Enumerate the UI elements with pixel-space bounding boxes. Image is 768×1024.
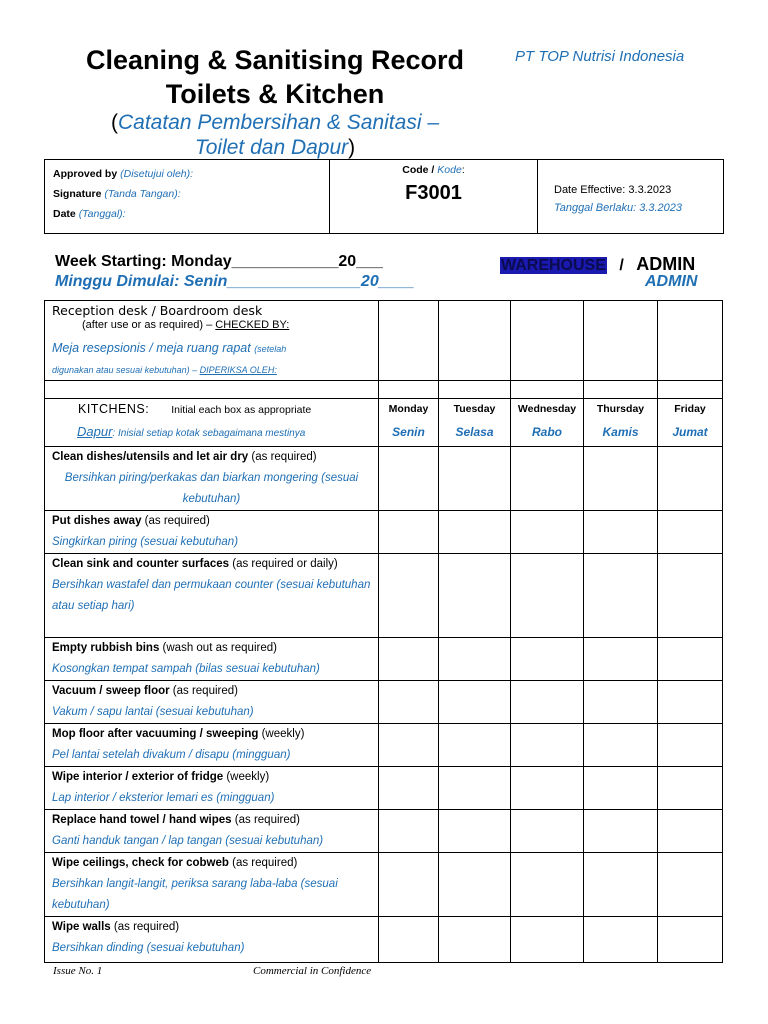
task-id: Ganti handuk tangan / lap tangan (sesuai kebutuhan) [52, 835, 324, 847]
table-row [45, 681, 723, 724]
check-cell[interactable] [379, 810, 439, 853]
check-cell[interactable] [584, 853, 658, 917]
kitchens-header-cell [45, 399, 379, 447]
table-row [45, 511, 723, 554]
check-cell[interactable] [439, 810, 511, 853]
subtitle-line1: Catatan Pembersihan & Sanitasi – [117, 111, 440, 134]
tanggal-berlaku: Tanggal Berlaku: 3.3.2023 [554, 202, 683, 214]
task-cell [45, 511, 379, 554]
check-cell[interactable] [658, 810, 723, 853]
code-label: Code / Kode: [402, 164, 465, 176]
reception-thursday-cell[interactable] [584, 301, 658, 381]
check-cell[interactable] [439, 681, 511, 724]
reception-id: Meja resepsionis / meja ruang rapat (setelah [52, 341, 287, 355]
check-cell[interactable] [658, 767, 723, 810]
check-cell[interactable] [379, 511, 439, 554]
warehouse-highlight: WAREHOUSE [501, 257, 606, 274]
check-cell[interactable] [584, 447, 658, 511]
spacer-cell [511, 381, 584, 399]
task-cell [45, 447, 379, 511]
day-header-monday: Monday Senin [379, 399, 439, 447]
check-cell[interactable] [511, 554, 584, 638]
task-en: Clean sink and counter surfaces (as required or daily) [52, 558, 338, 570]
check-cell[interactable] [658, 638, 723, 681]
reception-monday-cell[interactable] [379, 301, 439, 381]
check-cell[interactable] [658, 554, 723, 638]
check-cell[interactable] [511, 447, 584, 511]
admin-label-id: ADMIN [645, 273, 698, 290]
reception-id-note: digunakan atau sesuai kebutuhan) – DIPERIKSA OLEH: [52, 365, 277, 375]
table-row [45, 853, 723, 917]
task-en: Replace hand towel / hand wipes (as required) [52, 814, 300, 826]
date-field[interactable]: Date (Tanggal): [53, 208, 126, 220]
check-cell[interactable] [379, 724, 439, 767]
check-cell[interactable] [658, 447, 723, 511]
task-en: Clean dishes/utensils and let air dry (as required) [52, 451, 317, 463]
check-cell[interactable] [658, 853, 723, 917]
code-cell [330, 160, 538, 233]
task-id: Pel lantai setelah divakum / disapu (mingguan) [52, 749, 291, 761]
check-cell[interactable] [511, 681, 584, 724]
task-id: Bersihkan piring/perkakas dan biarkan mongering (sesuai kebutuhan) [64, 472, 359, 505]
task-id: Bersihkan wastafel dan permukaan counter (sesuai kebutuhan atau setiap hari) [52, 579, 371, 612]
check-cell[interactable] [511, 810, 584, 853]
table-row [45, 917, 723, 963]
signature-field[interactable]: Signature (Tanda Tangan): [53, 188, 181, 200]
check-cell[interactable] [584, 724, 658, 767]
reception-tuesday-cell[interactable] [439, 301, 511, 381]
task-id: Kosongkan tempat sampah (bilas sesuai kebutuhan) [52, 663, 320, 675]
task-cell [45, 724, 379, 767]
spacer-cell [658, 381, 723, 399]
task-id: Vakum / sapu lantai (sesuai kebutuhan) [52, 706, 254, 718]
approved-by: Approved by (Disetujui oleh): [53, 168, 194, 180]
check-cell[interactable] [439, 724, 511, 767]
task-en: Wipe walls (as required) [52, 921, 180, 933]
day-header-tuesday: Tuesday Selasa [439, 399, 511, 447]
task-cell [45, 917, 379, 963]
reception-row [45, 301, 723, 381]
check-cell[interactable] [584, 554, 658, 638]
minggu-dimulai[interactable]: Minggu Dimulai: Senin_______________20____ [55, 273, 415, 290]
check-cell[interactable] [379, 447, 439, 511]
approval-cell [45, 160, 330, 233]
task-en: Put dishes away (as required) [52, 515, 210, 527]
table-row [45, 638, 723, 681]
location-selector [500, 254, 695, 275]
task-cell [45, 810, 379, 853]
spacer-cell [45, 381, 379, 399]
check-cell[interactable] [379, 767, 439, 810]
check-cell[interactable] [511, 511, 584, 554]
issue-number: Issue No. 1 [53, 965, 103, 977]
date-effective-cell [538, 160, 723, 233]
kitchens-id: Dapur: Inisial setiap kotak sebagaimana mestinya [77, 424, 306, 439]
task-en: Wipe interior / exterior of fridge (weekly) [52, 771, 270, 783]
check-cell[interactable] [584, 681, 658, 724]
spacer-cell [379, 381, 439, 399]
check-cell[interactable] [511, 917, 584, 963]
check-cell[interactable] [584, 767, 658, 810]
date-effective: Date Effective: 3.3.2023 [554, 184, 672, 196]
check-cell[interactable] [584, 917, 658, 963]
table-row [45, 447, 723, 511]
spacer-row [45, 381, 723, 399]
subtitle-close-paren: ) [348, 136, 356, 159]
day-header-friday: Friday Jumat [658, 399, 723, 447]
spacer-cell [584, 381, 658, 399]
table-row [45, 724, 723, 767]
location-slash: / [619, 257, 624, 274]
check-cell[interactable] [439, 917, 511, 963]
check-cell[interactable] [379, 681, 439, 724]
info-box [44, 159, 724, 234]
task-en: Empty rubbish bins (wash out as required) [52, 642, 277, 654]
check-cell[interactable] [584, 638, 658, 681]
task-cell [45, 853, 379, 917]
check-cell[interactable] [439, 554, 511, 638]
check-cell[interactable] [658, 511, 723, 554]
confidentiality-note: Commercial in Confidence [253, 965, 372, 977]
reception-title: Reception desk / Boardroom desk [52, 303, 263, 318]
reception-note: (after use or as required) – CHECKED BY: [82, 319, 290, 331]
check-cell[interactable] [439, 638, 511, 681]
check-cell[interactable] [379, 917, 439, 963]
task-en: Mop floor after vacuuming / sweeping (weekly) [52, 728, 305, 740]
task-en: Wipe ceilings, check for cobweb (as required) [52, 857, 298, 869]
task-id: Bersihkan dinding (sesuai kebutuhan) [52, 942, 245, 954]
day-header-wednesday: Wednesday Rabo [511, 399, 584, 447]
admin-label: ADMIN [636, 254, 696, 274]
reception-wednesday-cell[interactable] [511, 301, 584, 381]
task-cell [45, 681, 379, 724]
subtitle-open-paren: ( [110, 111, 118, 134]
reception-cell [45, 301, 379, 381]
task-cell [45, 767, 379, 810]
check-cell[interactable] [658, 917, 723, 963]
check-cell[interactable] [658, 724, 723, 767]
check-cell[interactable] [439, 447, 511, 511]
check-cell[interactable] [379, 638, 439, 681]
reception-friday-cell[interactable] [658, 301, 723, 381]
check-cell[interactable] [439, 767, 511, 810]
cleaning-table [44, 300, 723, 963]
check-cell[interactable] [439, 511, 511, 554]
check-cell[interactable] [658, 681, 723, 724]
task-id: Singkirkan piring (sesuai kebutuhan) [52, 536, 239, 548]
task-id: Lap interior / eksterior lemari es (mingguan) [52, 792, 275, 804]
check-cell[interactable] [439, 853, 511, 917]
task-id: Bersihkan langit-langit, periksa sarang laba-laba (sesuai kebutuhan) [52, 878, 338, 911]
table-row [45, 810, 723, 853]
task-cell [45, 554, 379, 638]
day-header-thursday: Thursday Kamis [584, 399, 658, 447]
kitchens-header-row [45, 399, 723, 447]
check-cell[interactable] [584, 511, 658, 554]
check-cell[interactable] [511, 853, 584, 917]
check-cell[interactable] [584, 810, 658, 853]
week-starting[interactable]: Week Starting: Monday____________20___ [55, 253, 383, 270]
title-line1: Cleaning & Sanitising Record [85, 45, 465, 75]
company-name: PT TOP Nutrisi Indonesia [515, 48, 685, 65]
task-cell [45, 638, 379, 681]
table-row [45, 554, 723, 638]
title-line2: Toilets & Kitchen [165, 79, 385, 109]
check-cell[interactable] [379, 853, 439, 917]
table-row [45, 767, 723, 810]
code-value: F3001 [405, 182, 462, 204]
task-en: Vacuum / sweep floor (as required) [52, 685, 238, 697]
check-cell[interactable] [379, 554, 439, 638]
spacer-cell [439, 381, 511, 399]
check-cell[interactable] [511, 638, 584, 681]
subtitle-line2: Toilet dan Dapur [194, 136, 349, 159]
check-cell[interactable] [511, 767, 584, 810]
kitchens-title: KITCHENS: Initial each box as appropriate [78, 402, 312, 416]
subtitle [60, 110, 490, 160]
check-cell[interactable] [511, 724, 584, 767]
